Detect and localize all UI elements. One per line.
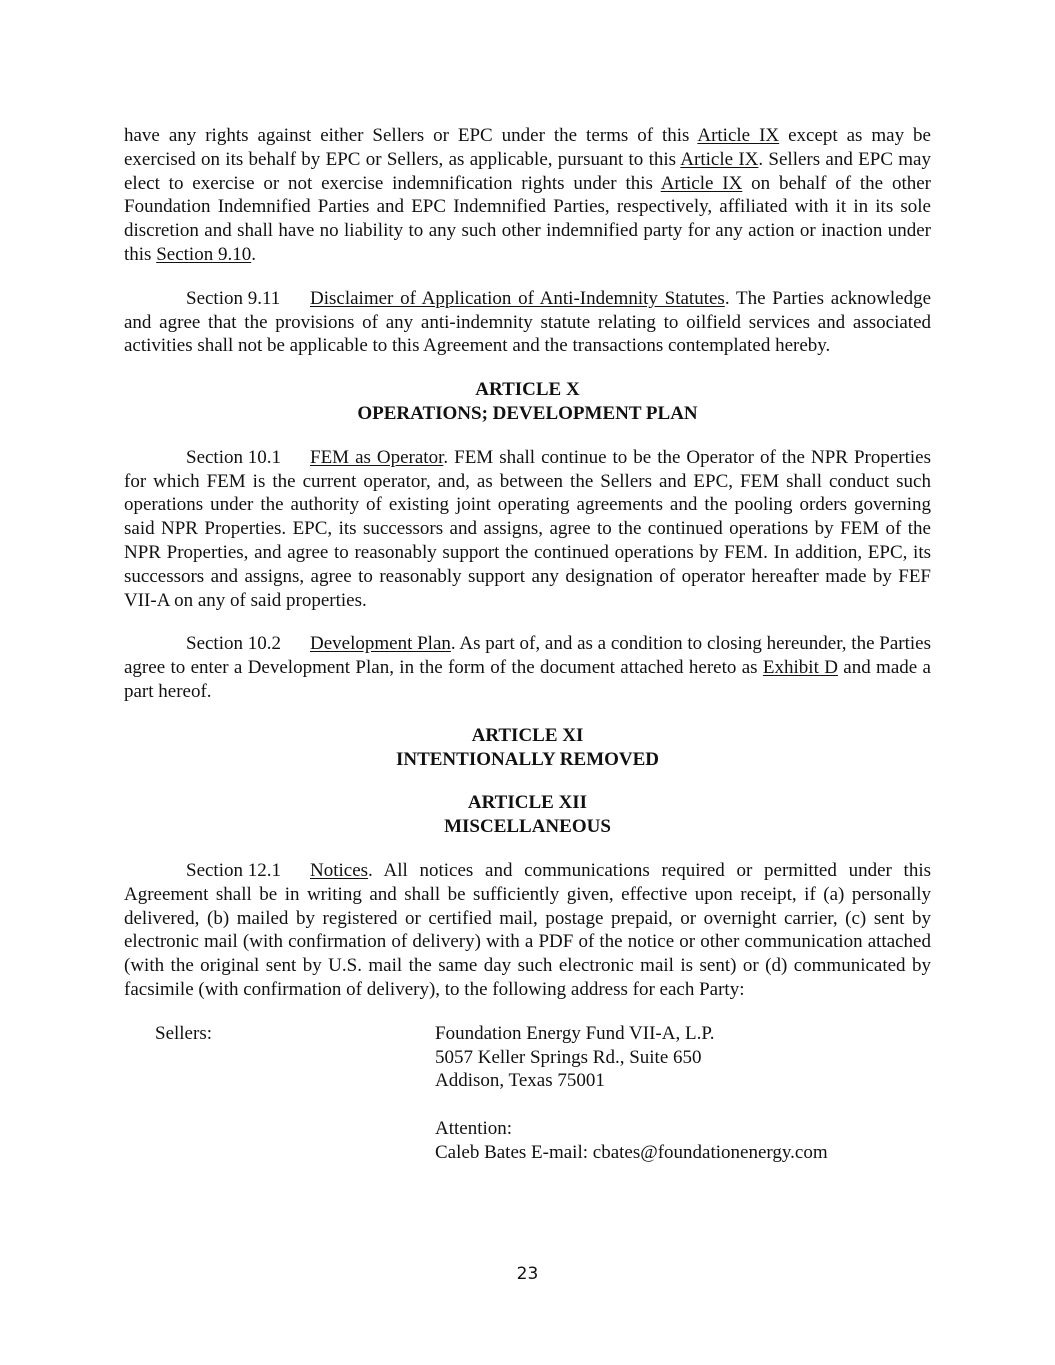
sellers-address-block (435, 1022, 828, 1165)
exhibit-d-reference: Exhibit D (762, 657, 838, 679)
section-title: FEM as Operator (310, 446, 444, 468)
section-10-2: Section 10.2 Development Plan. As part of, and as a condition to closing hereunder, the Parties agree to enter a Development Plan, in the form of the document attached hereto as Exhibit D and made a part hereof. (124, 633, 931, 702)
sellers-label: Sellers: (155, 1022, 212, 1044)
section-9-11 (124, 287, 931, 358)
section-body: . All notices and communications required or permitted under this Agreement shall be in writing and shall be sufficiently given, effective upon receipt, if (a) personally delivered, (b) mailed by registered or certified mail, postage prepaid, or overnight carrier, (c) sent by electronic mail (with confirmation of delivery) with a PDF of the notice or other communication attached (with the original sent by U.S. mail the same day such electronic mail is sent) or (d) communicated by facsimile (with confirmation of delivery), to the following address for each Party: (124, 859, 931, 1000)
article-xi-label: ARTICLE XI (471, 724, 584, 746)
article-xii-title: MISCELLANEOUS (444, 816, 611, 838)
sellers-contact: Caleb Bates E-mail: cbates@foundationenergy.com (435, 1141, 828, 1163)
article-ix-reference: Article IX (697, 125, 780, 146)
section-number: Section 10.2 (186, 633, 281, 655)
sellers-notice-address (124, 1022, 931, 1167)
page-number: 23 (516, 1264, 539, 1284)
article-x-title: OPERATIONS; DEVELOPMENT PLAN (357, 402, 698, 424)
sellers-attention: Attention: (435, 1117, 513, 1139)
section-body: . FEM shall continue to be the Operator of the NPR Properties for which FEM is the current operator, and, as between the Sellers and EPC, FEM shall conduct such operations under the authority of existing joint operating agreements and the pooling orders governing said NPR Properties. EPC, its successors and assigns, agree to the continued operations by FEM of the NPR Properties, and agree to reasonably support the continued operations by FEM. In addition, EPC, its successors and assigns, agree to reasonably support any designation of operator hereafter made by FEF VII-A on any of said properties. (124, 446, 931, 611)
article-ix-reference: Article IX (660, 172, 743, 194)
section-number: Section 9.11 (186, 287, 281, 309)
section-body: . As part of, and as a condition to closing hereunder, the Parties agree to enter a Development Plan, in the form of the document attached hereto as (124, 633, 931, 679)
section-10-1 (124, 446, 931, 613)
section-title: Notices (310, 859, 369, 881)
section-number: Section 12.1 (186, 859, 281, 881)
article-xii-label: ARTICLE XII (467, 792, 588, 814)
paragraph-article-ix-continuation: have any rights against either Sellers or EPC under the terms of this Article IX except as may be exercised on its behalf by EPC or Sellers, as applicable, pursuant to this Article IX. Sellers and EPC may elect to exercise or not exercise indemnification rights under this Article IX on behalf of the other Foundation Indemnified Parties and EPC Indemnified Parties, respectively, affiliated with it in its sole discretion and shall have no liability to any such other indemnified party for any action or inaction under this Section 9.10. (124, 125, 931, 265)
document-page (124, 124, 931, 1167)
section-12-1 (124, 859, 931, 1002)
sellers-name: Foundation Energy Fund VII-A, L.P. (435, 1022, 715, 1044)
section-9-10-reference: Section 9.10 (156, 243, 252, 265)
section-title: Development Plan (310, 633, 451, 655)
article-x-label: ARTICLE X (475, 379, 580, 401)
sellers-address-line-2: Addison, Texas 75001 (435, 1070, 605, 1092)
section-number: Section 10.1 (186, 446, 281, 468)
section-title: Disclaimer of Application of Anti-Indemnity Statutes (310, 287, 725, 309)
article-ix-reference: Article IX (680, 148, 759, 170)
article-xi-title: INTENTIONALLY REMOVED (395, 748, 660, 770)
section-body: . The Parties acknowledge and agree that the provisions of any anti-indemnity statute relating to oilfield services and associated activities shall not be applicable to this Agreement and the transactions contemplated hereby. (124, 287, 931, 357)
sellers-address-line-1: 5057 Keller Springs Rd., Suite 650 (435, 1046, 702, 1068)
